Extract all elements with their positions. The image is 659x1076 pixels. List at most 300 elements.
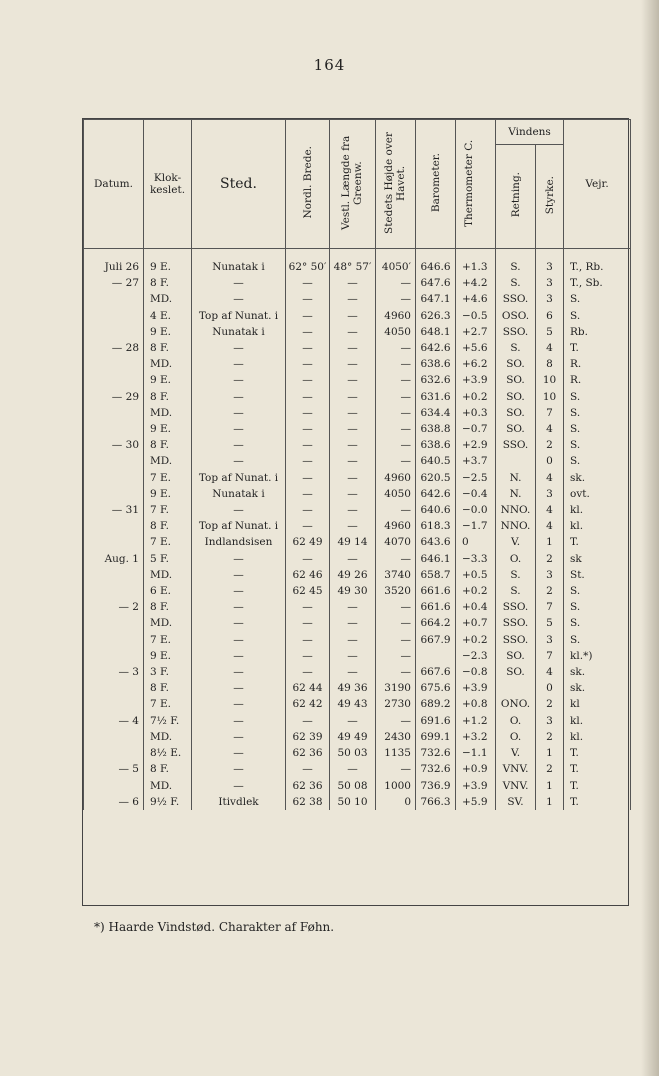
cell-brede: — (286, 372, 330, 388)
cell-therm: +0.2 (456, 632, 496, 648)
cell-sted: — (192, 583, 286, 599)
cell-laengde: — (330, 761, 376, 777)
cell-laengde: — (330, 502, 376, 518)
cell-klok: MD. (144, 453, 192, 469)
cell-sted: — (192, 761, 286, 777)
cell-klok: 7 E. (144, 632, 192, 648)
cell-retning: SSO. (496, 615, 536, 631)
cell-sted: — (192, 291, 286, 307)
cell-retning: S. (496, 340, 536, 356)
cell-vejr: sk. (564, 680, 631, 696)
cell-baro: 648.1 (416, 324, 456, 340)
cell-retning: SO. (496, 356, 536, 372)
header-nordl-brede-label: Nordl. Brede. (301, 146, 314, 219)
cell-styrke: 2 (536, 437, 564, 453)
cell-hojde: — (376, 356, 416, 372)
cell-laengde: 49 36 (330, 680, 376, 696)
cell-retning: VNV. (496, 761, 536, 777)
cell-laengde: — (330, 486, 376, 502)
table-row (84, 259, 631, 275)
cell-baro: 667.9 (416, 632, 456, 648)
cell-vejr: T., Rb. (564, 259, 631, 275)
cell-vejr: kl. (564, 713, 631, 729)
cell-therm: +0.8 (456, 696, 496, 712)
cell-klok: 9 E. (144, 372, 192, 388)
cell-klok: 8 F. (144, 599, 192, 615)
cell-brede: — (286, 664, 330, 680)
cell-laengde: — (330, 664, 376, 680)
cell-retning: N. (496, 486, 536, 502)
cell-sted: — (192, 713, 286, 729)
cell-laengde: — (330, 713, 376, 729)
cell-styrke: 4 (536, 470, 564, 486)
cell-laengde: — (330, 470, 376, 486)
cell-baro: 638.6 (416, 356, 456, 372)
cell-retning: SSO. (496, 437, 536, 453)
table-row (84, 599, 631, 615)
table-row (84, 275, 631, 291)
table-row (84, 713, 631, 729)
cell-brede: 62 46 (286, 567, 330, 583)
cell-styrke: 4 (536, 502, 564, 518)
table-row (84, 291, 631, 307)
cell-vejr: T., Sb. (564, 275, 631, 291)
cell-retning: SO. (496, 372, 536, 388)
cell-datum (84, 632, 144, 648)
header-stedets-hojde (376, 120, 416, 249)
cell-sted: — (192, 745, 286, 761)
cell-therm: −1.7 (456, 518, 496, 534)
cell-brede: — (286, 615, 330, 631)
cell-sted: — (192, 615, 286, 631)
cell-styrke: 3 (536, 632, 564, 648)
cell-baro: 675.6 (416, 680, 456, 696)
cell-datum: — 29 (84, 389, 144, 405)
table-row (84, 421, 631, 437)
cell-klok: MD. (144, 405, 192, 421)
cell-brede: — (286, 421, 330, 437)
cell-retning: SO. (496, 405, 536, 421)
cell-hojde: — (376, 340, 416, 356)
table-row (84, 324, 631, 340)
cell-datum: — 6 (84, 794, 144, 810)
cell-laengde: — (330, 551, 376, 567)
cell-vejr: R. (564, 372, 631, 388)
cell-hojde: — (376, 632, 416, 648)
table-row (84, 518, 631, 534)
cell-vejr: T. (564, 534, 631, 550)
cell-vejr: S. (564, 599, 631, 615)
cell-brede: — (286, 324, 330, 340)
cell-sted: — (192, 664, 286, 680)
cell-hojde: 4960 (376, 470, 416, 486)
cell-laengde: 49 14 (330, 534, 376, 550)
cell-vejr: S. (564, 405, 631, 421)
cell-datum: — 27 (84, 275, 144, 291)
cell-styrke: 0 (536, 680, 564, 696)
cell-hojde: — (376, 664, 416, 680)
cell-brede: 62 36 (286, 745, 330, 761)
cell-hojde: — (376, 502, 416, 518)
cell-laengde: — (330, 615, 376, 631)
cell-retning: SO. (496, 389, 536, 405)
cell-datum (84, 745, 144, 761)
cell-datum: — 2 (84, 599, 144, 615)
cell-klok: 4 E. (144, 308, 192, 324)
cell-datum (84, 567, 144, 583)
cell-styrke: 2 (536, 583, 564, 599)
header-retning-label: Retning. (509, 172, 522, 218)
cell-sted: Top af Nunat. i (192, 470, 286, 486)
cell-therm: 0 (456, 534, 496, 550)
cell-datum: — 5 (84, 761, 144, 777)
cell-baro: 642.6 (416, 486, 456, 502)
cell-laengde: — (330, 324, 376, 340)
cell-vejr: Rb. (564, 324, 631, 340)
cell-vejr: S. (564, 308, 631, 324)
table-row (84, 340, 631, 356)
cell-hojde: — (376, 453, 416, 469)
table-row (84, 486, 631, 502)
cell-retning: O. (496, 729, 536, 745)
cell-hojde: 2430 (376, 729, 416, 745)
cell-retning: S. (496, 567, 536, 583)
cell-datum (84, 356, 144, 372)
cell-baro: 618.3 (416, 518, 456, 534)
cell-laengde: — (330, 632, 376, 648)
cell-vejr: S. (564, 453, 631, 469)
cell-baro: 640.5 (416, 453, 456, 469)
cell-vejr: T. (564, 745, 631, 761)
cell-hojde: 3520 (376, 583, 416, 599)
cell-vejr: sk. (564, 470, 631, 486)
cell-therm: +2.7 (456, 324, 496, 340)
cell-brede: 62 49 (286, 534, 330, 550)
cell-sted: — (192, 502, 286, 518)
cell-brede: 62 42 (286, 696, 330, 712)
observation-table-frame (82, 118, 629, 906)
cell-datum (84, 470, 144, 486)
cell-therm: +4.6 (456, 291, 496, 307)
cell-therm: +0.4 (456, 599, 496, 615)
cell-hojde: 4050 (376, 324, 416, 340)
cell-sted: — (192, 778, 286, 794)
cell-laengde: — (330, 340, 376, 356)
cell-baro: 638.6 (416, 437, 456, 453)
cell-brede: — (286, 405, 330, 421)
cell-klok: 8 F. (144, 389, 192, 405)
header-barometer-label: Barometer. (429, 152, 442, 213)
cell-brede: — (286, 599, 330, 615)
cell-brede: — (286, 453, 330, 469)
cell-brede: — (286, 291, 330, 307)
cell-baro: 640.6 (416, 502, 456, 518)
cell-retning: SSO. (496, 291, 536, 307)
cell-klok: 3 F. (144, 664, 192, 680)
cell-sted: — (192, 421, 286, 437)
cell-klok: 8½ E. (144, 745, 192, 761)
cell-hojde: — (376, 648, 416, 664)
table-row (84, 632, 631, 648)
cell-datum (84, 372, 144, 388)
cell-vejr: S. (564, 437, 631, 453)
cell-sted: — (192, 551, 286, 567)
cell-hojde: — (376, 615, 416, 631)
cell-laengde: — (330, 648, 376, 664)
cell-brede: 62 45 (286, 583, 330, 599)
cell-styrke: 6 (536, 308, 564, 324)
cell-sted: Nunatak i (192, 324, 286, 340)
table-row (84, 437, 631, 453)
table-row (84, 470, 631, 486)
cell-therm: +4.2 (456, 275, 496, 291)
cell-laengde: — (330, 599, 376, 615)
cell-laengde: 49 49 (330, 729, 376, 745)
cell-retning: V. (496, 745, 536, 761)
cell-vejr: St. (564, 567, 631, 583)
cell-retning: ONO. (496, 696, 536, 712)
cell-datum: — 4 (84, 713, 144, 729)
cell-sted: Nunatak i (192, 259, 286, 275)
cell-sted: — (192, 437, 286, 453)
cell-styrke: 2 (536, 729, 564, 745)
cell-sted: — (192, 453, 286, 469)
cell-vejr: S. (564, 421, 631, 437)
header-nordl-brede (286, 120, 330, 249)
cell-therm: −3.3 (456, 551, 496, 567)
cell-styrke: 2 (536, 696, 564, 712)
cell-vejr: T. (564, 761, 631, 777)
cell-klok: MD. (144, 729, 192, 745)
cell-laengde: — (330, 518, 376, 534)
cell-styrke: 4 (536, 664, 564, 680)
table-row (84, 551, 631, 567)
cell-therm: +3.2 (456, 729, 496, 745)
cell-sted: — (192, 340, 286, 356)
cell-brede: — (286, 275, 330, 291)
cell-datum (84, 778, 144, 794)
cell-brede: 62 39 (286, 729, 330, 745)
header-barometer (416, 120, 456, 249)
cell-hojde: — (376, 291, 416, 307)
cell-vejr: kl. (564, 518, 631, 534)
cell-datum (84, 291, 144, 307)
cell-retning: S. (496, 583, 536, 599)
cell-brede: — (286, 761, 330, 777)
table-row (84, 405, 631, 421)
cell-datum (84, 648, 144, 664)
table-row (84, 389, 631, 405)
cell-hojde: — (376, 599, 416, 615)
cell-vejr: R. (564, 356, 631, 372)
cell-therm: +0.2 (456, 583, 496, 599)
cell-datum (84, 486, 144, 502)
cell-laengde: — (330, 308, 376, 324)
cell-laengde: — (330, 389, 376, 405)
cell-styrke: 10 (536, 372, 564, 388)
cell-baro: 626.3 (416, 308, 456, 324)
header-klokkeslet (144, 120, 192, 249)
cell-datum (84, 729, 144, 745)
cell-therm: +3.9 (456, 680, 496, 696)
cell-therm: +3.9 (456, 778, 496, 794)
cell-hojde: 1135 (376, 745, 416, 761)
cell-baro: 647.6 (416, 275, 456, 291)
table-row (84, 583, 631, 599)
header-styrke (536, 145, 564, 249)
cell-sted: — (192, 599, 286, 615)
cell-klok: 7 E. (144, 534, 192, 550)
cell-sted: — (192, 567, 286, 583)
cell-vejr: sk. (564, 664, 631, 680)
cell-styrke: 7 (536, 599, 564, 615)
cell-sted: — (192, 372, 286, 388)
cell-laengde: 50 03 (330, 745, 376, 761)
cell-laengde: — (330, 405, 376, 421)
table-row (84, 356, 631, 372)
cell-klok: 8 F. (144, 680, 192, 696)
cell-vejr: S. (564, 632, 631, 648)
cell-datum: Juli 26 (84, 259, 144, 275)
cell-vejr: ovt. (564, 486, 631, 502)
cell-baro: 661.6 (416, 599, 456, 615)
table-row (84, 745, 631, 761)
cell-styrke: 4 (536, 340, 564, 356)
cell-sted: — (192, 405, 286, 421)
cell-hojde: 4960 (376, 518, 416, 534)
cell-styrke: 1 (536, 534, 564, 550)
cell-sted: — (192, 356, 286, 372)
cell-therm: −1.1 (456, 745, 496, 761)
cell-styrke: 1 (536, 794, 564, 810)
cell-klok: 5 F. (144, 551, 192, 567)
cell-sted: Indlandsisen (192, 534, 286, 550)
cell-datum: — 31 (84, 502, 144, 518)
cell-baro: 691.6 (416, 713, 456, 729)
cell-therm: +0.5 (456, 567, 496, 583)
cell-styrke: 10 (536, 389, 564, 405)
cell-hojde: 0 (376, 794, 416, 810)
cell-therm: +0.3 (456, 405, 496, 421)
cell-retning: S. (496, 259, 536, 275)
cell-baro: 664.2 (416, 615, 456, 631)
cell-hojde: — (376, 405, 416, 421)
table-row (84, 534, 631, 550)
cell-vejr: T. (564, 340, 631, 356)
header-sted: Sted. (192, 120, 286, 249)
cell-laengde: 49 43 (330, 696, 376, 712)
table-row (84, 664, 631, 680)
cell-klok: 9 E. (144, 486, 192, 502)
cell-brede: — (286, 356, 330, 372)
cell-laengde: 48° 57′ (330, 259, 376, 275)
cell-vejr: S. (564, 389, 631, 405)
cell-styrke: 4 (536, 518, 564, 534)
cell-baro: 638.8 (416, 421, 456, 437)
cell-styrke: 2 (536, 761, 564, 777)
cell-datum: — 30 (84, 437, 144, 453)
cell-baro: 646.1 (416, 551, 456, 567)
cell-klok: 9 E. (144, 648, 192, 664)
cell-therm: −0.0 (456, 502, 496, 518)
page-number: 164 (313, 56, 346, 74)
cell-styrke: 2 (536, 551, 564, 567)
cell-retning: NNO. (496, 518, 536, 534)
table-row (84, 567, 631, 583)
cell-hojde: — (376, 389, 416, 405)
cell-klok: 6 E. (144, 583, 192, 599)
cell-retning: OSO. (496, 308, 536, 324)
cell-sted: — (192, 275, 286, 291)
header-styrke-label: Styrke. (543, 175, 556, 215)
cell-therm: +0.2 (456, 389, 496, 405)
cell-retning: V. (496, 534, 536, 550)
cell-hojde: 1000 (376, 778, 416, 794)
cell-datum (84, 324, 144, 340)
cell-baro (416, 648, 456, 664)
cell-therm: +3.9 (456, 372, 496, 388)
cell-datum (84, 308, 144, 324)
cell-retning: NNO. (496, 502, 536, 518)
cell-brede: — (286, 632, 330, 648)
cell-datum: — 3 (84, 664, 144, 680)
cell-klok: 8 F. (144, 437, 192, 453)
cell-laengde: 50 10 (330, 794, 376, 810)
cell-brede: — (286, 470, 330, 486)
table-row (84, 794, 631, 810)
cell-datum (84, 453, 144, 469)
spacer-row (84, 249, 631, 260)
cell-hojde: 4960 (376, 308, 416, 324)
cell-styrke: 3 (536, 259, 564, 275)
cell-therm: +0.7 (456, 615, 496, 631)
cell-baro: 658.7 (416, 567, 456, 583)
cell-hojde: 4070 (376, 534, 416, 550)
cell-datum (84, 421, 144, 437)
cell-brede: — (286, 551, 330, 567)
cell-klok: 8 F. (144, 275, 192, 291)
header-thermometer-label: Thermometer C. (462, 138, 475, 227)
table-row (84, 372, 631, 388)
cell-sted: Nunatak i (192, 486, 286, 502)
table-row (84, 680, 631, 696)
cell-brede: — (286, 308, 330, 324)
cell-hojde: — (376, 551, 416, 567)
cell-vejr: kl.*) (564, 648, 631, 664)
cell-retning: SO. (496, 421, 536, 437)
cell-laengde: — (330, 453, 376, 469)
cell-klok: 9½ F. (144, 794, 192, 810)
cell-vejr: S. (564, 291, 631, 307)
table-row (84, 729, 631, 745)
cell-sted: — (192, 632, 286, 648)
cell-therm: +2.9 (456, 437, 496, 453)
cell-hojde: 3190 (376, 680, 416, 696)
cell-sted: — (192, 696, 286, 712)
header-vestl-laengde-label: Vestl. Længde fra Greenw. (339, 135, 364, 230)
cell-brede: — (286, 486, 330, 502)
cell-klok: MD. (144, 778, 192, 794)
cell-styrke: 3 (536, 486, 564, 502)
cell-sted: — (192, 729, 286, 745)
cell-baro: 732.6 (416, 745, 456, 761)
cell-retning: SSO. (496, 324, 536, 340)
cell-datum (84, 615, 144, 631)
cell-therm: +5.9 (456, 794, 496, 810)
cell-therm: −0.4 (456, 486, 496, 502)
cell-baro: 647.1 (416, 291, 456, 307)
header-thermometer (456, 120, 496, 249)
